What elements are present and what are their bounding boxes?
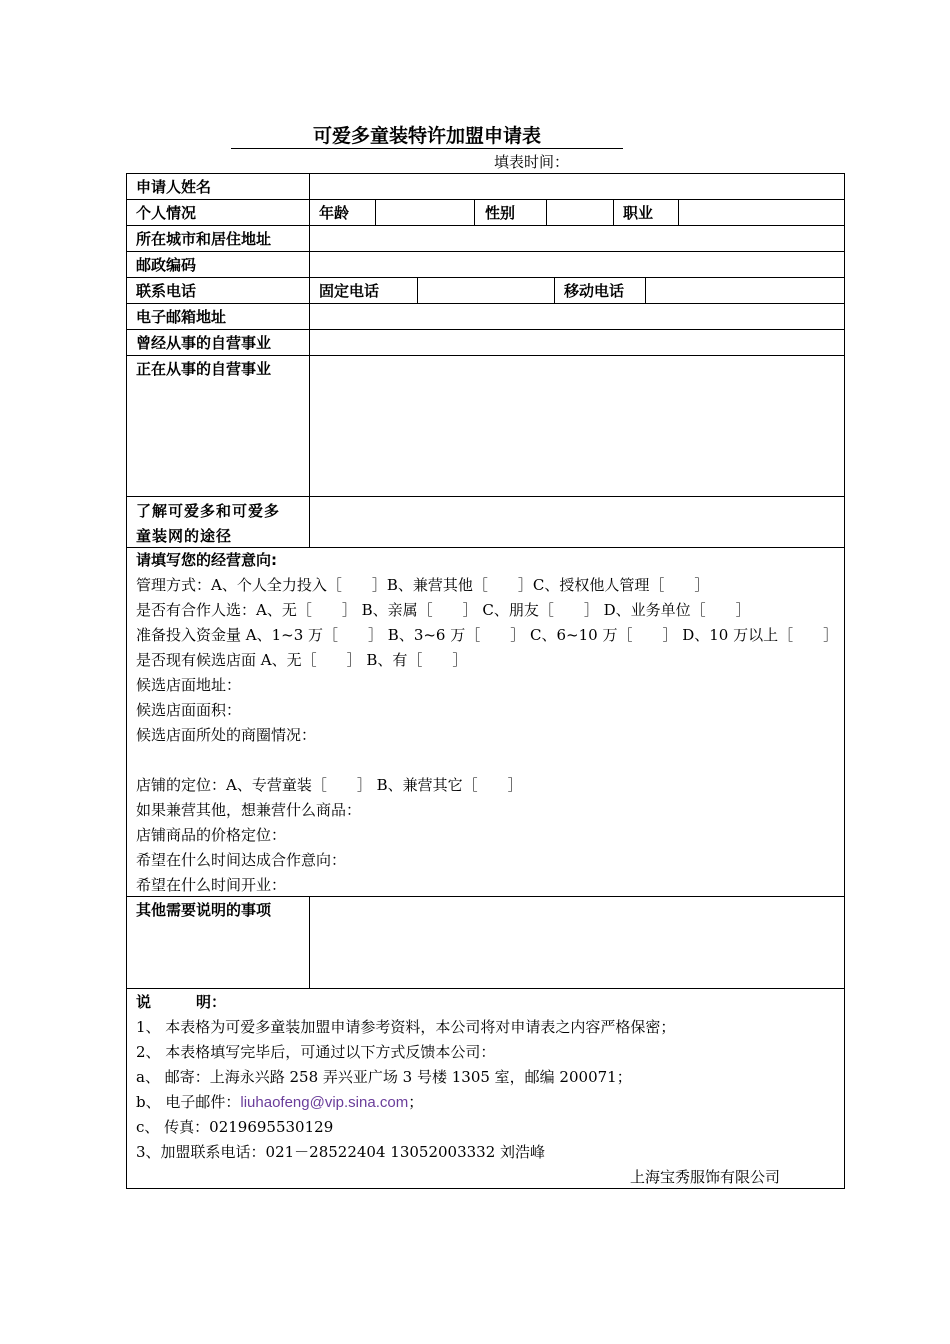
notes-heading: 说 明： <box>136 993 227 1011</box>
intent-line: 候选店面地址： <box>136 676 242 694</box>
cell-divider <box>645 277 646 303</box>
intent-line: 店铺商品的价格定位： <box>136 826 287 844</box>
intent-line: 是否有合作人选：A、无［ ］ B、亲属［ ］ C、朋友［ ］ D、业务单位［ ］ <box>136 601 751 619</box>
intent-line: 店铺的定位：A、专营童装［ ］ B、兼营其它［ ］ <box>136 776 523 794</box>
current-business-label: 正在从事的自营事业 <box>136 360 272 378</box>
note-line: 3、加盟联系电话：021－28522404 13052003332 刘浩峰 <box>136 1143 546 1161</box>
source-label-line1: 了解可爱多和可爱多 <box>136 502 281 520</box>
company-name: 上海宝秀服饰有限公司 <box>630 1168 781 1186</box>
past-business-label: 曾经从事的自营事业 <box>136 334 272 352</box>
applicant-name-label: 申请人姓名 <box>136 178 212 196</box>
row-divider <box>127 988 844 989</box>
row-divider <box>127 355 844 356</box>
column-divider <box>309 896 310 988</box>
intent-line: 希望在什么时间达成合作意向： <box>136 851 347 869</box>
intent-line: 候选店面所处的商圈情况： <box>136 726 317 744</box>
page-title: 可爱多童装特许加盟申请表 <box>231 124 623 149</box>
email-label: 电子邮箱地址 <box>136 308 227 326</box>
address-label: 所在城市和居住地址 <box>136 230 272 248</box>
cell-divider <box>613 199 614 225</box>
note-line: 2、 本表格填写完毕后，可通过以下方式反馈本公司： <box>136 1043 496 1061</box>
source-label <box>136 499 280 549</box>
intent-line: 候选店面面积： <box>136 701 242 719</box>
fill-time-label: 填表时间： <box>494 153 570 171</box>
source-label-line2: 童装网的途径 <box>136 527 233 545</box>
note-line: c、 传真：0219695530129 <box>136 1118 334 1136</box>
age-label: 年龄 <box>319 204 350 222</box>
cell-divider <box>546 199 547 225</box>
intent-heading: 请填写您的经营意向: <box>136 551 277 569</box>
occupation-label: 职业 <box>623 204 654 222</box>
mobile-label: 移动电话 <box>564 282 625 300</box>
intent-line: 准备投入资金量 A、1~3 万［ ］ B、3~6 万［ ］ C、6~10 万［ ］ D、10 万以上［ ］ <box>136 626 839 644</box>
column-divider <box>309 174 310 547</box>
row-divider <box>127 896 844 897</box>
cell-divider <box>474 199 475 225</box>
row-divider <box>127 199 844 200</box>
email-link[interactable]: liuhaofeng@vip.sina.com <box>240 1094 409 1111</box>
intent-line: 是否现有候选店面 A、无［ ］ B、有［ ］ <box>136 651 468 669</box>
personal-info-label: 个人情况 <box>136 204 197 222</box>
intent-line: 如果兼营其他，想兼营什么商品： <box>136 801 362 819</box>
intent-line: 希望在什么时间开业： <box>136 876 287 894</box>
cell-divider <box>678 199 679 225</box>
cell-divider <box>554 277 555 303</box>
gender-label: 性别 <box>485 204 516 222</box>
postcode-label: 邮政编码 <box>136 256 197 274</box>
application-form-table <box>126 173 845 1189</box>
row-divider <box>127 329 844 330</box>
cell-divider <box>375 199 376 225</box>
note-email-line <box>136 1092 423 1113</box>
email-suffix: ； <box>408 1093 424 1111</box>
landline-label: 固定电话 <box>319 282 380 300</box>
intent-line: 管理方式：A、个人全力投入［ ］B、兼营其他［ ］C、授权他人管理［ ］ <box>136 576 710 594</box>
row-divider <box>127 303 844 304</box>
note-line: a、 邮寄：上海永兴路 258 弄兴亚广场 3 号楼 1305 室，邮编 200071； <box>136 1068 632 1086</box>
phone-label: 联系电话 <box>136 282 197 300</box>
email-prefix: b、 电子邮件： <box>136 1093 241 1111</box>
cell-divider <box>417 277 418 303</box>
row-divider <box>127 225 844 226</box>
note-line: 1、 本表格为可爱多童装加盟申请参考资料，本公司将对申请表之内容严格保密； <box>136 1018 676 1036</box>
row-divider <box>127 251 844 252</box>
row-divider <box>127 496 844 497</box>
other-matters-label: 其他需要说明的事项 <box>136 901 272 919</box>
row-divider <box>127 277 844 278</box>
